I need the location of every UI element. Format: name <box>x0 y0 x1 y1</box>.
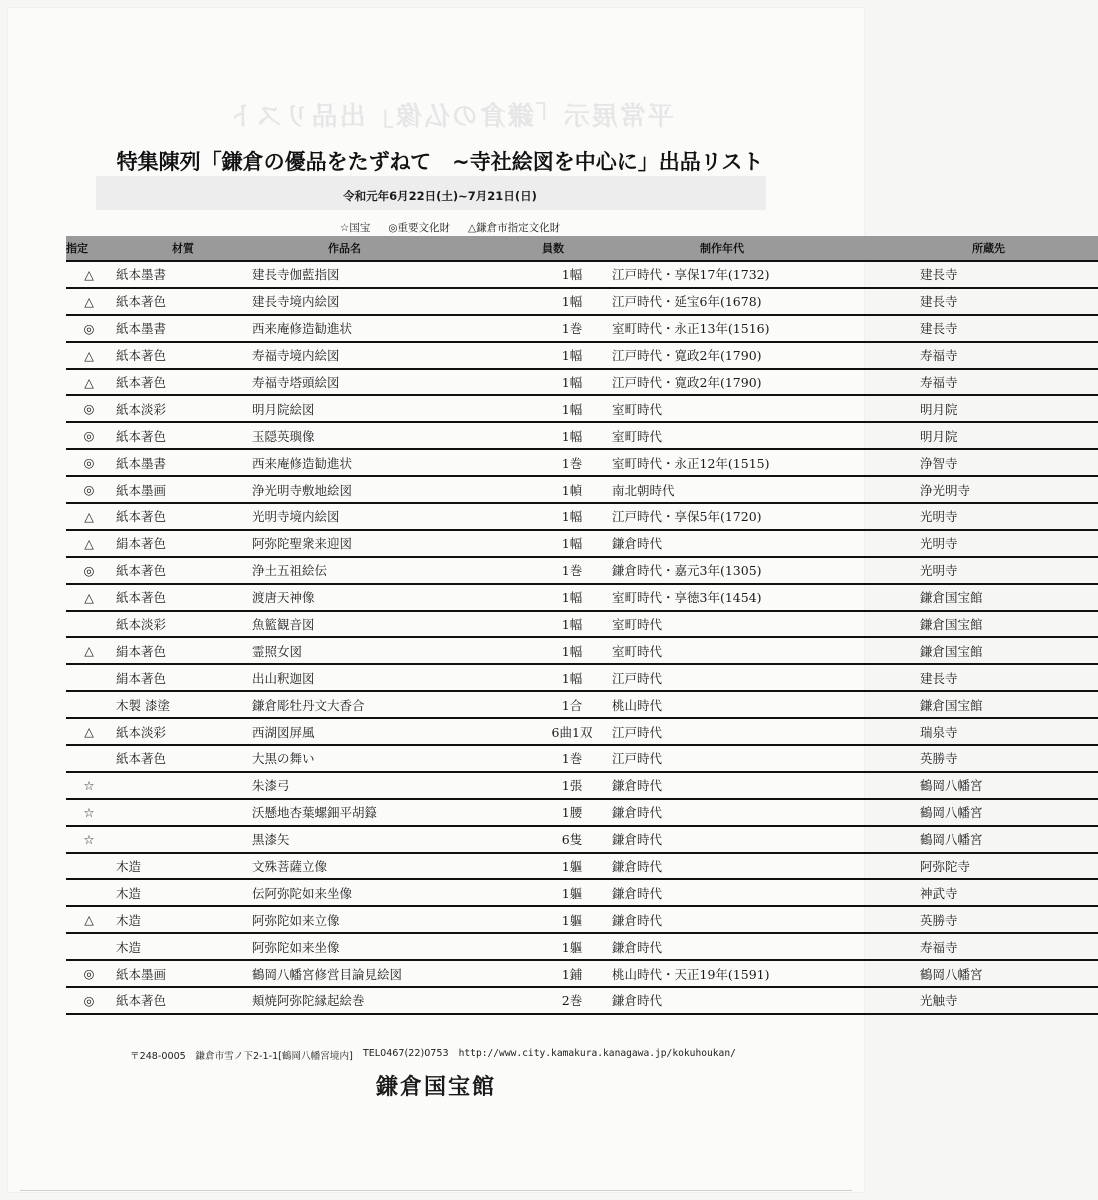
cell-quantity: 1幅 <box>536 369 608 396</box>
cell-material: 絹本著色 <box>112 664 248 691</box>
cell-designation <box>66 745 112 772</box>
cell-era: 江戸時代 <box>608 718 914 745</box>
exhibit-list-table <box>66 236 1098 1015</box>
cell-designation: △ <box>66 369 112 396</box>
cell-era: 江戸時代 <box>608 745 914 772</box>
cell-designation: △ <box>66 584 112 611</box>
cell-quantity: 1腰 <box>536 799 608 826</box>
cell-designation <box>66 879 112 906</box>
cell-title: 明月院絵図 <box>248 395 536 422</box>
cell-quantity: 1幅 <box>536 503 608 530</box>
cell-owner: 鶴岡八幡宮 <box>914 960 1098 987</box>
cell-era: 室町時代 <box>608 422 914 449</box>
cell-designation: ☆ <box>66 826 112 853</box>
cell-quantity: 6隻 <box>536 826 608 853</box>
table-row <box>66 476 1098 503</box>
cell-quantity: 1幅 <box>536 261 608 288</box>
exhibition-dates: 令和元年6月22日(土)~7月21日(日) <box>343 189 537 203</box>
table-row <box>66 933 1098 960</box>
cell-material <box>112 772 248 799</box>
table-row <box>66 772 1098 799</box>
cell-quantity: 1鋪 <box>536 960 608 987</box>
cell-designation: △ <box>66 261 112 288</box>
cell-quantity: 1合 <box>536 691 608 718</box>
cell-title: 阿弥陀如来立像 <box>248 906 536 933</box>
table-row <box>66 261 1098 288</box>
cell-era: 鎌倉時代 <box>608 987 914 1014</box>
table-row <box>66 449 1098 476</box>
cell-material <box>112 799 248 826</box>
cell-material: 紙本墨書 <box>112 261 248 288</box>
cell-owner: 鎌倉国宝館 <box>914 691 1098 718</box>
cell-title: 文殊菩薩立像 <box>248 853 536 880</box>
cell-designation: ☆ <box>66 772 112 799</box>
cell-title: 寿福寺境内絵図 <box>248 342 536 369</box>
cell-title: 浄土五祖絵伝 <box>248 557 536 584</box>
cell-owner: 英勝寺 <box>914 906 1098 933</box>
cell-title: 大黒の舞い <box>248 745 536 772</box>
cell-title: 西来庵修造勧進状 <box>248 449 536 476</box>
cell-designation <box>66 933 112 960</box>
column-header-designation: 指定 <box>66 236 112 261</box>
table-row <box>66 557 1098 584</box>
show-through-text: 平常展示「鎌倉の仏像」出品リスト <box>226 102 674 132</box>
cell-material: 紙本淡彩 <box>112 718 248 745</box>
cell-designation: ◎ <box>66 960 112 987</box>
cell-title: 玉隠英璵像 <box>248 422 536 449</box>
cell-material: 紙本著色 <box>112 745 248 772</box>
table-row <box>66 960 1098 987</box>
cell-owner: 寿福寺 <box>914 342 1098 369</box>
cell-quantity: 1幅 <box>536 611 608 638</box>
cell-owner: 鶴岡八幡宮 <box>914 799 1098 826</box>
table-row <box>66 745 1098 772</box>
cell-material: 紙本著色 <box>112 342 248 369</box>
cell-title: 寿福寺塔頭絵図 <box>248 369 536 396</box>
table-row <box>66 503 1098 530</box>
cell-designation: ☆ <box>66 799 112 826</box>
cell-material: 紙本墨画 <box>112 960 248 987</box>
cell-material: 紙本著色 <box>112 584 248 611</box>
table-row <box>66 879 1098 906</box>
legend-important-cultural-property: ◎重要文化財 <box>388 222 450 234</box>
cell-designation <box>66 691 112 718</box>
cell-owner: 明月院 <box>914 395 1098 422</box>
column-header-era: 制作年代 <box>608 236 914 261</box>
cell-era: 南北朝時代 <box>608 476 914 503</box>
cell-quantity: 1幅 <box>536 664 608 691</box>
table-header-row <box>66 236 1098 261</box>
cell-quantity: 1軀 <box>536 933 608 960</box>
cell-designation: △ <box>66 906 112 933</box>
cell-designation: ◎ <box>66 422 112 449</box>
cell-owner: 浄智寺 <box>914 449 1098 476</box>
cell-quantity: 1巻 <box>536 557 608 584</box>
table-row <box>66 987 1098 1014</box>
cell-era: 桃山時代・天正19年(1591) <box>608 960 914 987</box>
table-row <box>66 718 1098 745</box>
cell-quantity: 1張 <box>536 772 608 799</box>
cell-quantity: 1巻 <box>536 315 608 342</box>
cell-quantity: 6曲1双 <box>536 718 608 745</box>
table-row <box>66 288 1098 315</box>
museum-phone: TEL0467(22)0753 <box>362 1048 449 1059</box>
cell-era: 鎌倉時代 <box>608 853 914 880</box>
cell-owner: 建長寺 <box>914 664 1098 691</box>
cell-owner: 鎌倉国宝館 <box>914 611 1098 638</box>
cell-designation: △ <box>66 288 112 315</box>
cell-era: 室町時代・永正12年(1515) <box>608 449 914 476</box>
cell-title: 渡唐天神像 <box>248 584 536 611</box>
cell-era: 桃山時代 <box>608 691 914 718</box>
cell-era: 室町時代・永正13年(1516) <box>608 315 914 342</box>
cell-designation <box>66 611 112 638</box>
cell-material: 紙本淡彩 <box>112 395 248 422</box>
cell-designation: △ <box>66 530 112 557</box>
cell-quantity: 1幅 <box>536 395 608 422</box>
table-row <box>66 342 1098 369</box>
cell-material: 紙本著色 <box>112 369 248 396</box>
cell-quantity: 1幅 <box>536 637 608 664</box>
cell-title: 霊照女図 <box>248 637 536 664</box>
cell-owner: 光明寺 <box>914 530 1098 557</box>
table-row <box>66 315 1098 342</box>
cell-title: 頬焼阿弥陀縁起絵巻 <box>248 987 536 1014</box>
cell-quantity: 1幅 <box>536 422 608 449</box>
cell-quantity: 1軀 <box>536 853 608 880</box>
table-row <box>66 395 1098 422</box>
table-row <box>66 664 1098 691</box>
cell-title: 阿弥陀如来坐像 <box>248 933 536 960</box>
cell-designation: ◎ <box>66 557 112 584</box>
cell-title: 阿弥陀聖衆来迎図 <box>248 530 536 557</box>
legend-national-treasure: ☆国宝 <box>339 222 371 234</box>
museum-url: http://www.city.kamakura.kanagawa.jp/kokuhoukan/ <box>458 1048 736 1059</box>
cell-owner: 鎌倉国宝館 <box>914 637 1098 664</box>
cell-era: 鎌倉時代・嘉元3年(1305) <box>608 557 914 584</box>
cell-quantity: 1幅 <box>536 342 608 369</box>
cell-owner: 阿弥陀寺 <box>914 853 1098 880</box>
cell-era: 室町時代 <box>608 637 914 664</box>
cell-material: 紙本著色 <box>112 422 248 449</box>
cell-title: 光明寺境内絵図 <box>248 503 536 530</box>
cell-title: 朱漆弓 <box>248 772 536 799</box>
cell-owner: 瑞泉寺 <box>914 718 1098 745</box>
cell-era: 鎌倉時代 <box>608 933 914 960</box>
cell-designation: ◎ <box>66 395 112 422</box>
cell-title: 建長寺境内絵図 <box>248 288 536 315</box>
cell-material: 紙本墨書 <box>112 449 248 476</box>
cell-title: 黒漆矢 <box>248 826 536 853</box>
cell-designation: △ <box>66 503 112 530</box>
table-row <box>66 422 1098 449</box>
column-header-owner: 所蔵先 <box>914 236 1098 261</box>
cell-era: 江戸時代・延宝6年(1678) <box>608 288 914 315</box>
cell-owner: 建長寺 <box>914 315 1098 342</box>
cell-title: 浄光明寺敷地絵図 <box>248 476 536 503</box>
cell-material <box>112 826 248 853</box>
cell-material: 木製 漆塗 <box>112 691 248 718</box>
cell-era: 江戸時代・享保5年(1720) <box>608 503 914 530</box>
document-title: 特集陳列「鎌倉の優品をたずねて ~寺社絵図を中心に」出品リスト <box>116 150 764 174</box>
cell-owner: 建長寺 <box>914 261 1098 288</box>
cell-quantity: 2巻 <box>536 987 608 1014</box>
cell-material: 木造 <box>112 906 248 933</box>
cell-quantity: 1幅 <box>536 530 608 557</box>
cell-title: 伝阿弥陀如来坐像 <box>248 879 536 906</box>
table-row <box>66 906 1098 933</box>
cell-owner: 光明寺 <box>914 503 1098 530</box>
cell-era: 室町時代 <box>608 611 914 638</box>
cell-era: 江戸時代・寛政2年(1790) <box>608 369 914 396</box>
cell-era: 鎌倉時代 <box>608 530 914 557</box>
cell-owner: 浄光明寺 <box>914 476 1098 503</box>
cell-designation: ◎ <box>66 449 112 476</box>
cell-owner: 明月院 <box>914 422 1098 449</box>
cell-title: 鎌倉彫牡丹文大香合 <box>248 691 536 718</box>
museum-name: 鎌倉国宝館 <box>375 1075 496 1100</box>
column-header-quantity: 員数 <box>536 236 608 261</box>
cell-designation: ◎ <box>66 476 112 503</box>
cell-title: 西湖図屏風 <box>248 718 536 745</box>
cell-designation: ◎ <box>66 987 112 1014</box>
cell-title: 出山釈迦図 <box>248 664 536 691</box>
table-row <box>66 799 1098 826</box>
cell-material: 紙本著色 <box>112 503 248 530</box>
cell-title: 鶴岡八幡宮修営目論見絵図 <box>248 960 536 987</box>
cell-material: 紙本淡彩 <box>112 611 248 638</box>
cell-owner: 鶴岡八幡宮 <box>914 772 1098 799</box>
cell-quantity: 1幀 <box>536 476 608 503</box>
table-row <box>66 826 1098 853</box>
cell-era: 室町時代・享徳3年(1454) <box>608 584 914 611</box>
cell-designation: △ <box>66 718 112 745</box>
cell-title: 西来庵修造勧進状 <box>248 315 536 342</box>
cell-quantity: 1軀 <box>536 879 608 906</box>
cell-title: 建長寺伽藍指図 <box>248 261 536 288</box>
cell-owner: 鎌倉国宝館 <box>914 584 1098 611</box>
cell-quantity: 1幅 <box>536 288 608 315</box>
column-header-material: 材質 <box>112 236 248 261</box>
cell-era: 室町時代 <box>608 395 914 422</box>
table-row <box>66 691 1098 718</box>
cell-era: 江戸時代 <box>608 664 914 691</box>
table-row <box>66 611 1098 638</box>
legend-city-designated: △鎌倉市指定文化財 <box>468 222 561 234</box>
cell-owner: 寿福寺 <box>914 369 1098 396</box>
cell-title: 魚籃観音図 <box>248 611 536 638</box>
cell-material: 紙本著色 <box>112 288 248 315</box>
cell-material: 紙本著色 <box>112 557 248 584</box>
cell-material: 木造 <box>112 879 248 906</box>
cell-era: 鎌倉時代 <box>608 772 914 799</box>
cell-owner: 建長寺 <box>914 288 1098 315</box>
cell-designation <box>66 664 112 691</box>
cell-quantity: 1軀 <box>536 906 608 933</box>
cell-material: 絹本著色 <box>112 530 248 557</box>
cell-material: 紙本墨書 <box>112 315 248 342</box>
cell-owner: 光明寺 <box>914 557 1098 584</box>
cell-owner: 神武寺 <box>914 879 1098 906</box>
cell-owner: 光触寺 <box>914 987 1098 1014</box>
designation-legend <box>270 220 630 235</box>
cell-owner: 寿福寺 <box>914 933 1098 960</box>
contact-footer <box>130 1048 770 1062</box>
page-edge <box>20 1190 852 1191</box>
cell-material: 紙本著色 <box>112 987 248 1014</box>
cell-quantity: 1巻 <box>536 745 608 772</box>
table-row <box>66 530 1098 557</box>
cell-material: 絹本著色 <box>112 637 248 664</box>
table-row <box>66 637 1098 664</box>
cell-owner: 鶴岡八幡宮 <box>914 826 1098 853</box>
table-row <box>66 584 1098 611</box>
cell-owner: 英勝寺 <box>914 745 1098 772</box>
cell-designation: △ <box>66 637 112 664</box>
cell-quantity: 1巻 <box>536 449 608 476</box>
cell-material: 紙本墨画 <box>112 476 248 503</box>
cell-era: 江戸時代・享保17年(1732) <box>608 261 914 288</box>
cell-title: 沃懸地杏葉螺鈿平胡籙 <box>248 799 536 826</box>
cell-quantity: 1幅 <box>536 584 608 611</box>
cell-material: 木造 <box>112 933 248 960</box>
cell-era: 江戸時代・寛政2年(1790) <box>608 342 914 369</box>
column-header-title: 作品名 <box>248 236 536 261</box>
cell-designation <box>66 853 112 880</box>
cell-material: 木造 <box>112 853 248 880</box>
museum-address: 〒248-0005 鎌倉市雪ノ下2-1-1[鶴岡八幡宮境内] <box>130 1051 353 1062</box>
cell-era: 鎌倉時代 <box>608 906 914 933</box>
cell-designation: ◎ <box>66 315 112 342</box>
cell-designation: △ <box>66 342 112 369</box>
cell-era: 鎌倉時代 <box>608 799 914 826</box>
cell-era: 鎌倉時代 <box>608 879 914 906</box>
table-row <box>66 853 1098 880</box>
table-row <box>66 369 1098 396</box>
cell-era: 鎌倉時代 <box>608 826 914 853</box>
